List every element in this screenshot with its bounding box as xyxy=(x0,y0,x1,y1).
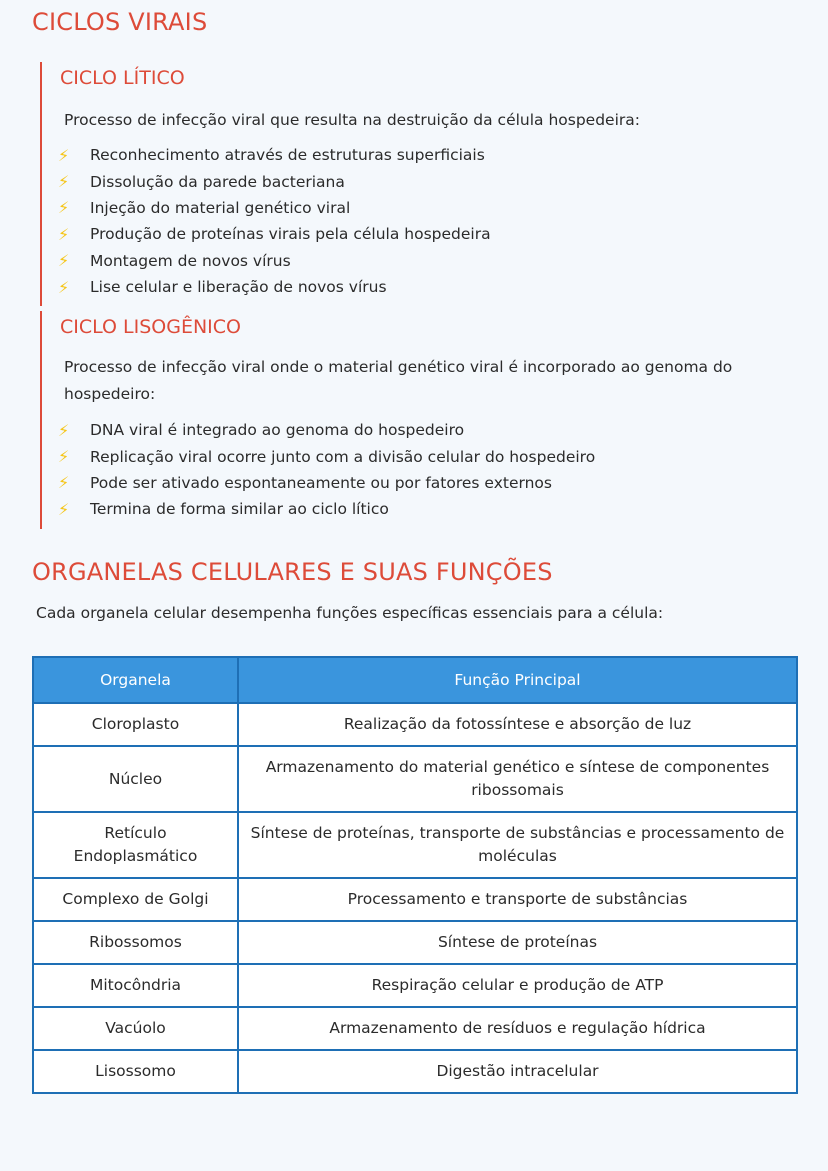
table-row xyxy=(33,1050,797,1093)
lightning-bolt-icon: ⚡ xyxy=(58,251,70,271)
cell-organela: Mitocôndria xyxy=(33,964,238,1007)
cell-funcao: Processamento e transporte de substâncias xyxy=(238,878,797,921)
cell-organela: Lisossomo xyxy=(33,1050,238,1093)
list-item: ⚡ Lise celular e liberação de novos vírus xyxy=(58,277,387,297)
cell-organela: Cloroplasto xyxy=(33,703,238,746)
lightning-bolt-icon: ⚡ xyxy=(58,277,70,297)
list-item: ⚡ Termina de forma similar ao ciclo lítico xyxy=(58,499,389,519)
list-item: ⚡ Replicação viral ocorre junto com a divisão celular do hospedeiro xyxy=(58,447,596,467)
cell-funcao: Respiração celular e produção de ATP xyxy=(238,964,797,1007)
list-item: ⚡ Pode ser ativado espontaneamente ou por fatores externos xyxy=(58,473,552,493)
ciclo-lisogenico-list xyxy=(58,417,595,523)
cell-funcao: Síntese de proteínas, transporte de substâncias e processamento de moléculas xyxy=(238,812,797,878)
ciclos-virais-heading: CICLOS VIRAIS xyxy=(32,8,208,36)
list-item: ⚡ DNA viral é integrado ao genoma do hospedeiro xyxy=(58,420,465,440)
list-item: ⚡ Dissolução da parede bacteriana xyxy=(58,172,345,192)
table-header-row xyxy=(33,657,797,703)
table-row xyxy=(33,878,797,921)
organelas-table xyxy=(32,656,798,1094)
lightning-bolt-icon: ⚡ xyxy=(58,499,70,519)
ciclo-litico-heading: CICLO LÍTICO xyxy=(60,67,185,89)
column-header-funcao: Função Principal xyxy=(238,657,797,703)
cell-organela: Ribossomos xyxy=(33,921,238,964)
list-item: ⚡ Injeção do material genético viral xyxy=(58,198,351,218)
cell-organela: Complexo de Golgi xyxy=(33,878,238,921)
lightning-bolt-icon: ⚡ xyxy=(58,473,70,493)
cell-organela: Retículo Endoplasmático xyxy=(33,812,238,878)
lightning-bolt-icon: ⚡ xyxy=(58,172,70,192)
table-row xyxy=(33,746,797,812)
cell-funcao: Digestão intracelular xyxy=(238,1050,797,1093)
ciclo-lisogenico-intro: Processo de infecção viral onde o material genético viral é incorporado ao genoma do hospedeiro: xyxy=(64,358,733,403)
lightning-bolt-icon: ⚡ xyxy=(58,447,70,467)
list-item: ⚡ Produção de proteínas virais pela célula hospedeira xyxy=(58,224,491,244)
table-row xyxy=(33,964,797,1007)
ciclo-lisogenico-section xyxy=(40,311,800,529)
lightning-bolt-icon: ⚡ xyxy=(58,145,70,165)
table-row xyxy=(33,921,797,964)
list-item: ⚡ Reconhecimento através de estruturas superficiais xyxy=(58,145,485,165)
table-row xyxy=(33,703,797,746)
cell-organela: Núcleo xyxy=(33,746,238,812)
list-item: ⚡ Montagem de novos vírus xyxy=(58,251,291,271)
cell-funcao: Armazenamento do material genético e síntese de componentes ribossomais xyxy=(238,746,797,812)
cell-organela: Vacúolo xyxy=(33,1007,238,1050)
cell-funcao: Armazenamento de resíduos e regulação hídrica xyxy=(238,1007,797,1050)
cell-funcao: Síntese de proteínas xyxy=(238,921,797,964)
organelas-heading: ORGANELAS CELULARES E SUAS FUNÇÕES xyxy=(32,558,553,586)
lightning-bolt-icon: ⚡ xyxy=(58,224,70,244)
ciclo-litico-list xyxy=(58,142,491,300)
lightning-bolt-icon: ⚡ xyxy=(58,420,70,440)
ciclo-litico-intro: Processo de infecção viral que resulta na destruição da célula hospedeira: xyxy=(64,111,640,129)
table-row xyxy=(33,1007,797,1050)
organelas-intro: Cada organela celular desempenha funções específicas essenciais para a célula: xyxy=(36,604,664,622)
lightning-bolt-icon: ⚡ xyxy=(58,198,70,218)
table-row xyxy=(33,812,797,878)
ciclo-litico-section xyxy=(40,62,800,306)
ciclo-lisogenico-heading: CICLO LISOGÊNICO xyxy=(60,316,242,338)
cell-funcao: Realização da fotossíntese e absorção de luz xyxy=(238,703,797,746)
column-header-organela: Organela xyxy=(33,657,238,703)
